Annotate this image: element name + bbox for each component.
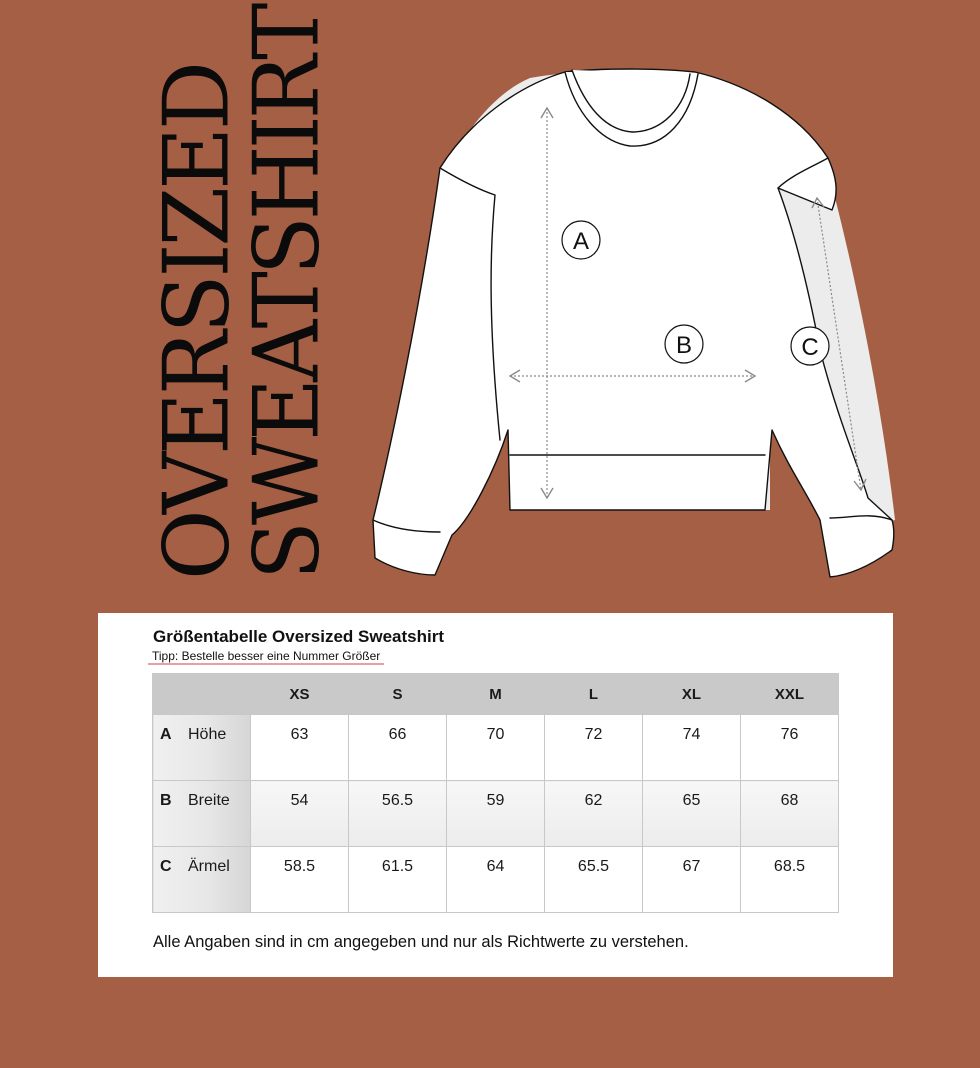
corner-cell [153, 674, 251, 715]
value-cell: 65.5 [545, 847, 643, 913]
size-chart-card [98, 613, 893, 977]
value-cell: 65 [643, 781, 741, 847]
size-header-cell: M [447, 674, 545, 715]
measurement-note: Alle Angaben sind in cm angegeben und nur als Richtwerte zu verstehen. [153, 933, 689, 951]
row-name: Höhe [188, 726, 227, 743]
table-row [153, 781, 839, 847]
table-row [153, 847, 839, 913]
value-cell: 64 [447, 847, 545, 913]
measure-label-c [791, 327, 829, 365]
value-cell: 63 [251, 715, 349, 781]
value-cell: 54 [251, 781, 349, 847]
title-line-sweatshirt: SWEATSHIRT [234, 6, 340, 580]
label-a-text: A [572, 228, 590, 255]
measure-label-b [665, 325, 703, 363]
size-header-cell: S [349, 674, 447, 715]
label-c-text: C [801, 334, 819, 361]
value-cell: 66 [349, 715, 447, 781]
vertical-title [144, 6, 350, 580]
row-name: Ärmel [188, 858, 230, 875]
sweatshirt-diagram [360, 50, 920, 600]
row-name: Breite [188, 792, 230, 809]
row-letter: B [160, 792, 172, 809]
row-letter: C [160, 858, 172, 875]
value-cell: 72 [545, 715, 643, 781]
size-header-cell: XXL [741, 674, 839, 715]
value-cell: 67 [643, 847, 741, 913]
size-header-cell: L [545, 674, 643, 715]
size-header-row [153, 674, 839, 715]
value-cell: 70 [447, 715, 545, 781]
row-header [153, 847, 251, 913]
value-cell: 74 [643, 715, 741, 781]
title-line-oversized: OVERSIZED [144, 63, 250, 580]
value-cell: 62 [545, 781, 643, 847]
size-header-cell: XL [643, 674, 741, 715]
row-header [153, 781, 251, 847]
value-cell: 56.5 [349, 781, 447, 847]
value-cell: 59 [447, 781, 545, 847]
row-letter: A [160, 726, 172, 743]
value-cell: 61.5 [349, 847, 447, 913]
value-cell: 76 [741, 715, 839, 781]
size-header-cell: XS [251, 674, 349, 715]
value-cell: 68.5 [741, 847, 839, 913]
size-chart-title: Größentabelle Oversized Sweatshirt [153, 627, 444, 646]
value-cell: 58.5 [251, 847, 349, 913]
label-b-text: B [675, 332, 693, 359]
size-tip: Tipp: Bestelle besser eine Nummer Größer [148, 650, 384, 665]
size-table [152, 673, 839, 913]
value-cell: 68 [741, 781, 839, 847]
measure-label-a [562, 221, 600, 259]
table-row [153, 715, 839, 781]
row-header [153, 715, 251, 781]
